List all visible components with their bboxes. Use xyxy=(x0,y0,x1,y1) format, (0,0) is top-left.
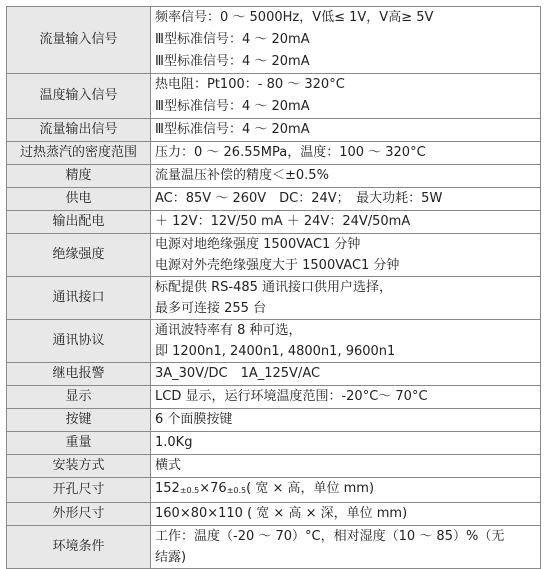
cutout-unit-note: ( 宽 × 高，单位 mm) xyxy=(246,481,375,496)
row-label: 安装方式 xyxy=(7,455,151,478)
value-line: Ⅲ型标准信号：4 ～ 20mA xyxy=(155,54,310,69)
row-value: 160×80×110 ( 宽 × 高 × 深，单位 mm) xyxy=(151,503,541,526)
row-value: 横式 xyxy=(151,455,541,478)
spec-table xyxy=(6,6,541,569)
value-line: Ⅲ型标准信号：4 ～ 20mA xyxy=(155,99,310,114)
value-line: 通讯波特率有 8 种可选， xyxy=(155,323,302,338)
value-line: 标配提供 RS-485 通讯接口供用户选择， xyxy=(155,280,393,295)
row-label: 通讯接口 xyxy=(7,277,151,320)
value-line: 最多可连接 255 台 xyxy=(155,301,267,316)
value-line: 热电阻：Pt100：- 80 ～ 320°C xyxy=(155,77,345,92)
spec-table-container xyxy=(6,6,540,569)
table-row xyxy=(7,320,541,363)
table-row xyxy=(7,455,541,478)
row-value xyxy=(151,277,541,320)
row-label: 显示 xyxy=(7,386,151,409)
table-row xyxy=(7,7,541,74)
row-value: 3A_30V/DC 1A_125V/AC xyxy=(151,363,541,386)
row-value: ＋ 12V：12V/50 mA ＋ 24V：24V/50mA xyxy=(151,211,541,234)
row-label: 温度输入信号 xyxy=(7,74,151,119)
table-row xyxy=(7,74,541,119)
cutout-width: 152 xyxy=(155,481,180,496)
row-value: 流量温压补偿的精度＜±0.5% xyxy=(151,165,541,188)
row-label: 继电报警 xyxy=(7,363,151,386)
table-row xyxy=(7,409,541,432)
row-value xyxy=(151,526,541,569)
table-row xyxy=(7,211,541,234)
row-value xyxy=(151,7,541,74)
table-row xyxy=(7,503,541,526)
row-value xyxy=(151,234,541,277)
row-label: 重量 xyxy=(7,432,151,455)
table-row xyxy=(7,432,541,455)
row-label: 开孔尺寸 xyxy=(7,478,151,503)
row-value xyxy=(151,478,541,503)
row-label: 精度 xyxy=(7,165,151,188)
row-value xyxy=(151,320,541,363)
table-row xyxy=(7,119,541,142)
row-value: 1.0Kg xyxy=(151,432,541,455)
row-value: 6 个面膜按键 xyxy=(151,409,541,432)
value-line: 电源对外壳绝缘强度大于 1500VAC1 分钟 xyxy=(155,258,400,273)
value-line: 工作：温度（-20 ～ 70）°C，相对湿度（10 ～ 85）%（无 xyxy=(155,529,505,544)
row-label: 通讯协议 xyxy=(7,320,151,363)
cutout-height: ×76 xyxy=(199,481,227,496)
row-label: 输出配电 xyxy=(7,211,151,234)
row-value: AC：85V ～ 260V DC：24V； 最大功耗：5W xyxy=(151,188,541,211)
value-line: 结露) xyxy=(155,550,187,565)
table-row xyxy=(7,526,541,569)
cutout-height-tolerance: ±0.5 xyxy=(226,486,247,495)
row-label: 按键 xyxy=(7,409,151,432)
row-label: 绝缘强度 xyxy=(7,234,151,277)
row-value xyxy=(151,74,541,119)
row-value: Ⅲ型标准信号：4 ～ 20mA xyxy=(151,119,541,142)
row-value: LCD 显示，运行环境温度范围：-20°C～ 70°C xyxy=(151,386,541,409)
row-value: 压力：0 ～ 26.55MPa，温度：100 ～ 320°C xyxy=(151,142,541,165)
row-label: 供电 xyxy=(7,188,151,211)
row-label: 环境条件 xyxy=(7,526,151,569)
value-line: Ⅲ型标准信号：4 ～ 20mA xyxy=(155,32,310,47)
table-row xyxy=(7,277,541,320)
cutout-width-tolerance: ±0.5 xyxy=(179,486,200,495)
table-row xyxy=(7,386,541,409)
table-row xyxy=(7,478,541,503)
table-row xyxy=(7,363,541,386)
table-row xyxy=(7,165,541,188)
row-label: 过热蒸汽的密度范围 xyxy=(7,142,151,165)
row-label: 流量输出信号 xyxy=(7,119,151,142)
value-line: 电源对地绝缘强度 1500VAC1 分钟 xyxy=(155,237,361,252)
table-row xyxy=(7,188,541,211)
row-label: 外形尺寸 xyxy=(7,503,151,526)
row-label: 流量输入信号 xyxy=(7,7,151,74)
table-row xyxy=(7,234,541,277)
table-row xyxy=(7,142,541,165)
value-line: 即 1200n1, 2400n1, 4800n1, 9600n1 xyxy=(155,344,396,359)
value-line: 频率信号：0 ～ 5000Hz，V低≤ 1V，V高≥ 5V xyxy=(155,10,434,25)
